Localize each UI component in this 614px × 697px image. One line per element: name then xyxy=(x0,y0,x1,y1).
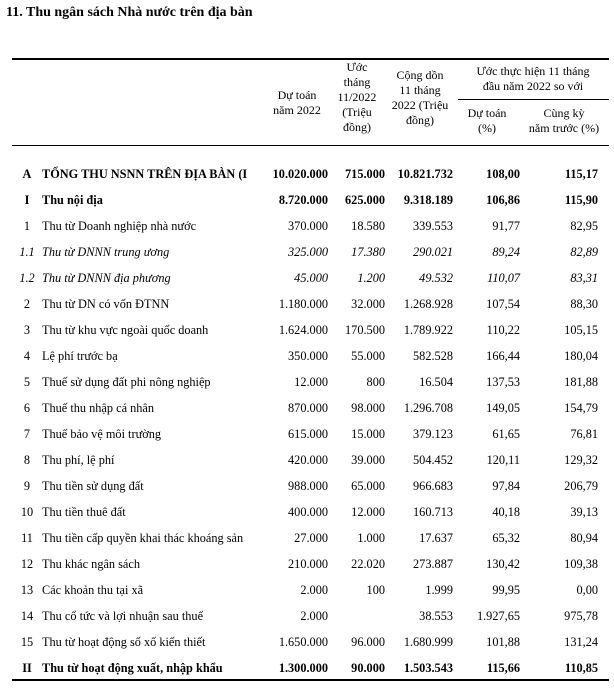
row-uoc-thang: 1.200 xyxy=(357,271,385,285)
table-row xyxy=(0,499,614,525)
row-name: Thu từ Doanh nghiệp nhà nước xyxy=(42,219,197,233)
row-pct-cung-ky: 105,15 xyxy=(564,323,598,337)
row-pct-du-toan: 106,86 xyxy=(486,193,520,207)
row-name: Thu từ hoạt động số xố kiến thiết xyxy=(42,635,206,649)
row-cong-don: 1.503.543 xyxy=(403,661,453,675)
row-pct-du-toan: 108,00 xyxy=(486,167,520,181)
row-pct-cung-ky: 88,30 xyxy=(570,297,598,311)
header-uoc-thuc-hien: Ước thực hiện 11 tháng đầu năm 2022 so với xyxy=(476,64,590,93)
row-pct-du-toan: 97,84 xyxy=(492,479,520,493)
row-du-toan: 45.000 xyxy=(294,271,328,285)
table-row xyxy=(0,577,614,603)
row-name: Các khoản thu tại xã xyxy=(42,583,144,597)
header-top-rule xyxy=(12,58,609,60)
row-pct-du-toan: 137,53 xyxy=(486,375,520,389)
row-cong-don: 38.553 xyxy=(419,609,453,623)
row-uoc-thang: 1.000 xyxy=(357,531,385,545)
row-name: TỔNG THU NSNN TRÊN ĐỊA BÀN (I xyxy=(42,167,248,181)
row-pct-du-toan: 1.927,65 xyxy=(476,609,520,623)
row-code: 11 xyxy=(21,531,33,545)
row-du-toan: 870.000 xyxy=(288,401,328,415)
row-name: Thuế bảo vệ môi trường xyxy=(42,427,162,441)
row-cong-don: 966.683 xyxy=(413,479,453,493)
row-code: 9 xyxy=(23,479,31,493)
table-row xyxy=(0,317,614,343)
row-cong-don: 582.528 xyxy=(413,349,453,363)
row-code: 3 xyxy=(23,323,31,337)
table-row xyxy=(0,603,614,629)
row-pct-du-toan: 149,05 xyxy=(486,401,520,415)
row-uoc-thang: 715.000 xyxy=(345,167,385,181)
row-name: Thu từ DNNN trung ương xyxy=(42,245,170,259)
row-code: 1.1 xyxy=(19,245,35,259)
row-du-toan: 10.020.000 xyxy=(272,167,328,181)
row-code: 7 xyxy=(23,427,31,441)
row-name: Thu tiền cấp quyền khai thác khoáng sản xyxy=(42,531,244,545)
table-row xyxy=(0,473,614,499)
row-cong-don: 504.452 xyxy=(413,453,453,467)
header-uoc-thang: Ước tháng 11/2022 (Triệu đồng) xyxy=(337,60,377,134)
row-pct-du-toan: 99,95 xyxy=(492,583,520,597)
row-uoc-thang: 96.000 xyxy=(351,635,385,649)
row-pct-cung-ky: 83,31 xyxy=(570,271,598,285)
row-pct-cung-ky: 206,79 xyxy=(564,479,598,493)
row-pct-du-toan: 91,77 xyxy=(492,219,520,233)
table-row xyxy=(0,213,614,239)
row-name: Thu từ hoạt động xuất, nhập khẩu xyxy=(42,661,223,675)
table-row xyxy=(0,447,614,473)
row-name: Thuế thu nhập cá nhân xyxy=(42,401,154,415)
row-name: Thu tiền sử dụng đất xyxy=(42,479,144,493)
row-name: Thu phí, lệ phí xyxy=(42,453,115,467)
table-row xyxy=(0,291,614,317)
row-name: Thu từ khu vực ngoài quốc doanh xyxy=(42,323,209,337)
table-row xyxy=(0,265,614,291)
row-pct-cung-ky: 129,32 xyxy=(564,453,598,467)
table-row xyxy=(0,187,614,213)
row-du-toan: 988.000 xyxy=(288,479,328,493)
row-name: Thu tiền thuê đất xyxy=(42,505,126,519)
table-row xyxy=(0,629,614,655)
row-name: Thu cổ tức và lợi nhuận sau thuế xyxy=(42,609,204,623)
row-cong-don: 17.637 xyxy=(419,531,453,545)
row-cong-don: 16.504 xyxy=(419,375,453,389)
row-uoc-thang: 55.000 xyxy=(351,349,385,363)
row-cong-don: 379.123 xyxy=(413,427,453,441)
row-cong-don: 273.887 xyxy=(413,557,453,571)
row-pct-cung-ky: 115,17 xyxy=(564,167,598,181)
row-du-toan: 1.650.000 xyxy=(278,635,328,649)
table-row xyxy=(0,551,614,577)
table-row xyxy=(0,239,614,265)
row-pct-du-toan: 120,11 xyxy=(486,453,520,467)
row-pct-du-toan: 61,65 xyxy=(492,427,520,441)
row-du-toan: 1.300.000 xyxy=(278,661,328,675)
row-pct-du-toan: 65,32 xyxy=(492,531,520,545)
header-bottom-rule xyxy=(12,145,609,146)
row-cong-don: 49.532 xyxy=(419,271,453,285)
row-du-toan: 27.000 xyxy=(294,531,328,545)
row-cong-don: 160.713 xyxy=(413,505,453,519)
row-code: 6 xyxy=(23,401,31,415)
row-cong-don: 1.680.999 xyxy=(403,635,453,649)
row-pct-cung-ky: 76,81 xyxy=(570,427,598,441)
row-pct-du-toan: 115,66 xyxy=(486,661,520,675)
row-code: 15 xyxy=(20,635,34,649)
row-pct-cung-ky: 0,00 xyxy=(576,583,598,597)
row-du-toan: 400.000 xyxy=(288,505,328,519)
row-code: 5 xyxy=(23,375,31,389)
table-row xyxy=(0,395,614,421)
row-pct-cung-ky: 82,89 xyxy=(570,245,598,259)
header-du-toan: Dự toán năm 2022 xyxy=(273,88,321,117)
row-pct-cung-ky: 80,94 xyxy=(570,531,598,545)
row-name: Thu khác ngân sách xyxy=(42,557,140,571)
row-uoc-thang: 100 xyxy=(366,583,385,597)
row-pct-du-toan: 110,07 xyxy=(487,271,520,285)
row-uoc-thang: 17.380 xyxy=(351,245,385,259)
table-row xyxy=(0,655,614,681)
row-name: Thu từ DN có vốn ĐTNN xyxy=(42,297,170,311)
row-uoc-thang: 22.020 xyxy=(351,557,385,571)
row-name: Thu nội địa xyxy=(42,193,103,207)
row-du-toan: 1.624.000 xyxy=(278,323,328,337)
table-row xyxy=(0,161,614,187)
row-code: 4 xyxy=(23,349,31,363)
row-uoc-thang: 90.000 xyxy=(351,661,385,675)
row-pct-cung-ky: 154,79 xyxy=(564,401,598,415)
row-pct-du-toan: 40,18 xyxy=(492,505,520,519)
row-pct-du-toan: 166,44 xyxy=(486,349,520,363)
row-du-toan: 2.000 xyxy=(300,583,328,597)
row-du-toan: 210.000 xyxy=(288,557,328,571)
row-cong-don: 1.296.708 xyxy=(403,401,453,415)
row-pct-cung-ky: 39,13 xyxy=(570,505,598,519)
row-pct-cung-ky: 131,24 xyxy=(564,635,598,649)
row-pct-du-toan: 89,24 xyxy=(492,245,520,259)
row-pct-du-toan: 101,88 xyxy=(486,635,520,649)
header-cong-don: Cộng dồn 11 tháng 2022 (Triệu đồng) xyxy=(391,68,449,127)
row-cong-don: 1.268.928 xyxy=(403,297,453,311)
row-code: A xyxy=(22,167,32,181)
row-code: 1 xyxy=(23,219,31,233)
row-code: 1.2 xyxy=(19,271,35,285)
row-name: Lệ phí trước bạ xyxy=(42,349,118,363)
row-du-toan: 325.000 xyxy=(288,245,328,259)
row-uoc-thang: 65.000 xyxy=(351,479,385,493)
row-cong-don: 339.553 xyxy=(413,219,453,233)
row-uoc-thang: 170.500 xyxy=(345,323,385,337)
row-cong-don: 10.821.732 xyxy=(397,167,453,181)
row-uoc-thang: 32.000 xyxy=(351,297,385,311)
table-row xyxy=(0,525,614,551)
row-pct-cung-ky: 115,90 xyxy=(564,193,598,207)
row-du-toan: 350.000 xyxy=(288,349,328,363)
row-uoc-thang: 18.580 xyxy=(351,219,385,233)
header-group-rule xyxy=(458,99,609,100)
table-row xyxy=(0,369,614,395)
row-uoc-thang: 98.000 xyxy=(351,401,385,415)
row-code: 2 xyxy=(23,297,31,311)
row-du-toan: 615.000 xyxy=(288,427,328,441)
row-du-toan: 370.000 xyxy=(288,219,328,233)
row-code: 14 xyxy=(20,609,34,623)
row-uoc-thang: 800 xyxy=(366,375,385,389)
row-uoc-thang: 12.000 xyxy=(351,505,385,519)
row-du-toan: 12.000 xyxy=(294,375,328,389)
table-row xyxy=(0,421,614,447)
row-pct-du-toan: 130,42 xyxy=(486,557,520,571)
row-cong-don: 1.789.922 xyxy=(403,323,453,337)
row-cong-don: 1.999 xyxy=(425,583,453,597)
header-so-du-toan: Dự toán (%) xyxy=(467,106,507,135)
row-code: 10 xyxy=(20,505,34,519)
row-du-toan: 2.000 xyxy=(300,609,328,623)
table-row xyxy=(0,343,614,369)
row-pct-du-toan: 107,54 xyxy=(486,297,520,311)
row-code: II xyxy=(22,661,32,675)
row-code: 12 xyxy=(20,557,34,571)
row-du-toan: 8.720.000 xyxy=(278,193,328,207)
row-code: I xyxy=(24,193,30,207)
header-cung-ky: Cùng kỳ năm trước (%) xyxy=(528,106,600,135)
row-du-toan: 420.000 xyxy=(288,453,328,467)
row-pct-cung-ky: 82,95 xyxy=(570,219,598,233)
row-pct-cung-ky: 180,04 xyxy=(564,349,598,363)
page-title: 11. Thu ngân sách Nhà nước trên địa bàn xyxy=(6,5,253,20)
row-pct-cung-ky: 110,85 xyxy=(564,661,598,675)
row-cong-don: 290.021 xyxy=(413,245,453,259)
row-uoc-thang: 625.000 xyxy=(345,193,385,207)
row-du-toan: 1.180.000 xyxy=(278,297,328,311)
row-name: Thu từ DNNN địa phương xyxy=(42,271,171,285)
row-cong-don: 9.318.189 xyxy=(403,193,453,207)
row-pct-cung-ky: 975,78 xyxy=(564,609,598,623)
row-uoc-thang: 15.000 xyxy=(351,427,385,441)
row-pct-cung-ky: 109,38 xyxy=(564,557,598,571)
row-uoc-thang: 39.000 xyxy=(351,453,385,467)
row-pct-cung-ky: 181,88 xyxy=(564,375,598,389)
row-code: 8 xyxy=(23,453,31,467)
row-pct-du-toan: 110,22 xyxy=(486,323,520,337)
row-code: 13 xyxy=(20,583,34,597)
row-name: Thuế sử dụng đất phi nông nghiệp xyxy=(42,375,211,389)
